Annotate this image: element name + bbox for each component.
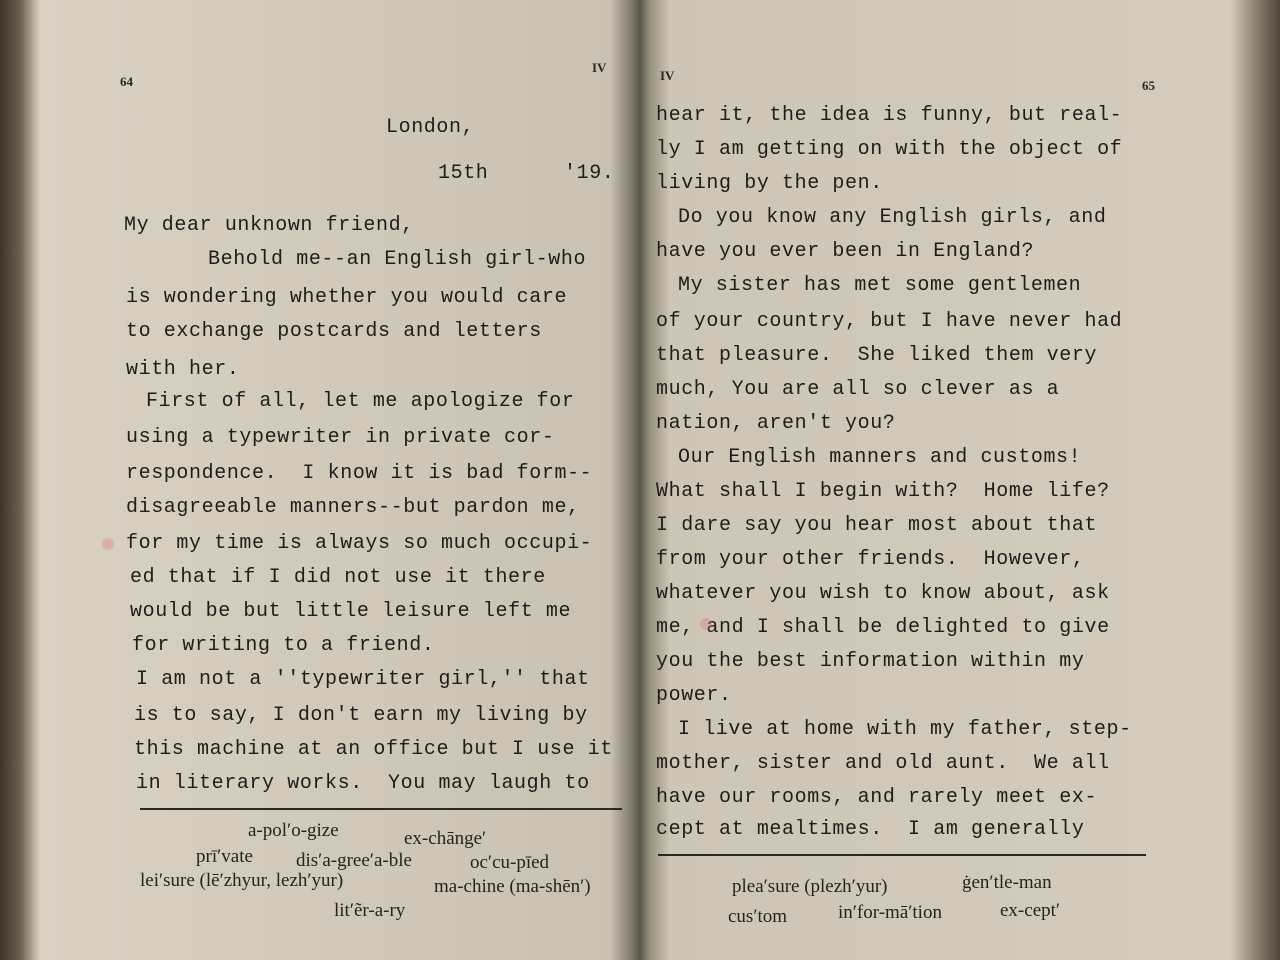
text-line: Behold me--an English girl-who [208,248,587,271]
glossary-word: dis′a-gree′a-ble [296,850,412,871]
glossary-word: prī′vate [196,846,253,867]
text-line: hear it, the idea is funny, but real- [656,104,1123,127]
text-line: Our English manners and customs! [678,446,1082,469]
right-page [648,0,1233,960]
text-line: this machine at an office but I use it [134,738,613,761]
text-line: 15th '19. [438,162,615,185]
glossary-word: oc′cu-pīed [470,852,550,873]
glossary-word: ex-chānge′ [404,828,487,849]
glossary-word: in′for-mā′tion [838,902,942,923]
chapter-mark: IV [592,60,607,75]
text-line: disagreeable manners--but pardon me, [126,496,580,519]
footnote-rule [658,854,1146,856]
text-line: much, You are all so clever as a [656,378,1060,401]
text-line: would be but little leisure left me [130,600,572,623]
text-line: for writing to a friend. [132,634,435,657]
text-line: using a typewriter in private cor- [126,426,555,449]
text-line: that pleasure. She liked them very [656,344,1098,367]
text-line: I dare say you hear most about that [656,514,1098,537]
text-line: First of all, let me apologize for [146,390,575,413]
text-line: I live at home with my father, step- [678,718,1132,741]
text-line: is wondering whether you would care [126,286,568,309]
chapter-mark: IV [660,68,675,83]
footnote-rule [140,808,622,810]
glossary-word: ex-cept′ [1000,900,1061,921]
text-line: living by the pen. [656,172,883,195]
text-line: whatever you wish to know about, ask [656,582,1110,605]
text-line: with her. [126,358,240,381]
text-line: is to say, I don't earn my living by [134,704,588,727]
text-line: mother, sister and old aunt. We all [656,752,1110,775]
glossary-word: ma-chine (ma-shēn′) [434,876,591,897]
glossary-word: a-pol′o-gize [248,820,339,841]
text-line: My dear unknown friend, [124,214,414,237]
text-line: nation, aren't you? [656,412,896,435]
text-line: have you ever been in England? [656,240,1035,263]
text-line: Do you know any English girls, and [678,206,1107,229]
text-line: respondence. I know it is bad form-- [126,462,593,485]
text-line: cept at mealtimes. I am generally [656,818,1085,841]
text-line: ly I am getting on with the object of [656,138,1123,161]
text-line: of your country, but I have never had [656,310,1123,333]
glossary-word: plea′sure (plezh′yur) [732,876,888,897]
glossary-word: cus′tom [728,906,788,927]
text-line: me, and I shall be delighted to give [656,616,1110,639]
text-line: power. [656,684,732,707]
text-line: in literary works. You may laugh to [136,772,590,795]
text-line: What shall I begin with? Home life? [656,480,1110,503]
glossary-word: lei′sure (lē′zhyur, lezh′yur) [140,870,344,891]
glossary-word: ġen′tle-man [962,872,1052,893]
ink-stain [102,538,114,550]
text-line: you the best information within my [656,650,1085,673]
text-line: I am not a ''typewriter girl,'' that [136,668,590,691]
text-line: My sister has met some gentlemen [678,274,1082,297]
page-number: 65 [1142,78,1155,93]
left-page [40,0,630,960]
text-line: for my time is always so much occupi- [126,532,593,555]
glossary-word: lit′ẽr-a-ry [334,900,406,921]
text-line: to exchange postcards and letters [126,320,542,343]
ink-stain [700,618,712,630]
page-number: 64 [120,74,133,89]
text-line: ed that if I did not use it there [130,566,546,589]
text-line: from your other friends. However, [656,548,1085,571]
text-line: have our rooms, and rarely meet ex- [656,786,1098,809]
text-line: London, [386,116,475,139]
